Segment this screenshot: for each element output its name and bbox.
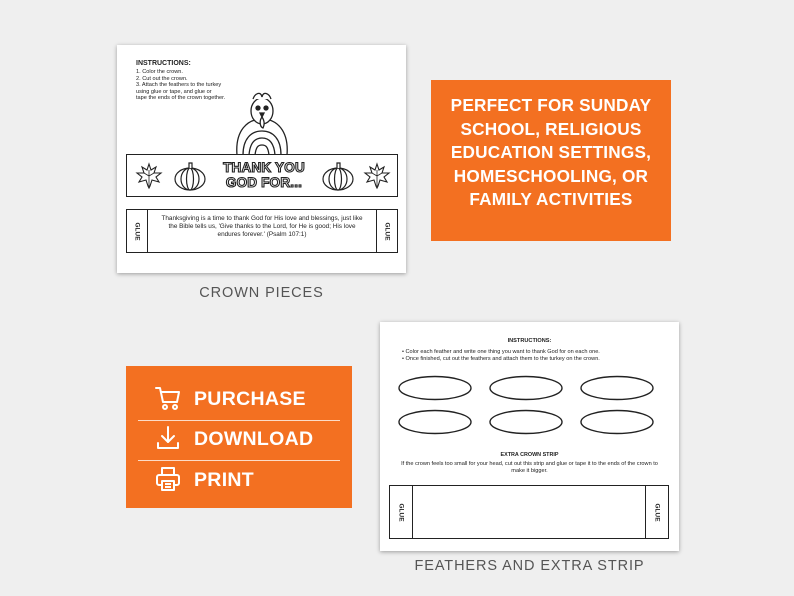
extra-strip-description: If the crown feels too small for your head, cut out this strip and glue or tape it to the ends of the crown to make it bigger.: [401, 461, 658, 474]
crown-band: [126, 154, 398, 197]
instruction-item: tape the ends of the crown together.: [136, 95, 226, 102]
promo-line: HOMESCHOOLING, OR: [453, 165, 649, 186]
feathers-preview: [380, 322, 679, 551]
purchase-action: [126, 378, 352, 418]
crown-pieces-caption: CROWN PIECES: [199, 285, 324, 301]
promo-line: EDUCATION SETTINGS,: [450, 142, 652, 162]
feather-oval: [490, 411, 562, 434]
promo-text: [431, 94, 671, 212]
instruction-item: 1. Color the crown.: [136, 69, 183, 75]
crown-pieces-preview: [117, 45, 406, 273]
extra-strip-title: EXTRA CROWN STRIP: [500, 452, 559, 458]
feathers-caption: FEATHERS AND EXTRA STRIP: [414, 558, 645, 574]
feather-ovals: [380, 372, 679, 438]
pumpkin-icon: [173, 161, 207, 191]
instructions-list: [402, 349, 600, 363]
instruction-item: • Once finished, cut out the feathers and attach them to the turkey on the crown.: [402, 356, 600, 362]
instructions-list: [136, 69, 225, 102]
crown-title-line: THANK YOU: [223, 160, 305, 175]
promo-banner: [431, 80, 671, 241]
promo-line: PERFECT FOR SUNDAY: [450, 95, 652, 115]
glue-tab-left: GLUE: [127, 210, 148, 252]
glue-tab-right: GLUE: [376, 210, 397, 252]
turkey-illustration: [229, 91, 295, 157]
actions-panel: [126, 366, 352, 508]
feather-oval: [490, 377, 562, 400]
purchase-label: PURCHASE: [194, 388, 306, 410]
instruction-item: • Color each feather and write one thing you want to thank God for on each one.: [402, 349, 600, 355]
download-label: DOWNLOAD: [194, 428, 314, 450]
instruction-item: 2. Cut out the crown.: [136, 75, 188, 82]
instruction-item: 3. Attach the feathers to the turkey: [136, 82, 222, 89]
instructions-title: INSTRUCTIONS:: [136, 60, 191, 67]
feather-oval: [581, 377, 653, 400]
glue-tab-left: GLUE: [390, 486, 413, 538]
print-action: [126, 459, 352, 499]
feather-oval: [399, 377, 471, 400]
download-action: [126, 418, 352, 458]
maple-leaf-icon: [135, 162, 163, 190]
print-label: PRINT: [194, 469, 254, 491]
crown-title-line: GOD FOR...: [225, 175, 303, 190]
maple-leaf-icon: [363, 162, 391, 190]
download-icon: [154, 424, 182, 452]
bible-verse: Thanksgiving is a time to thank God for His love and blessings, just like the Bible tells us, 'Give thanks to the Lord, for He is good; His love endures forever.' (Psalm 107:1): [161, 215, 363, 239]
feather-oval: [399, 411, 471, 434]
promo-line: FAMILY ACTIVITIES: [469, 189, 633, 209]
extra-crown-strip: [389, 485, 669, 539]
verse-strip: [126, 209, 398, 253]
cart-icon: [154, 384, 182, 412]
printer-icon: [154, 465, 182, 493]
feather-oval: [581, 411, 653, 434]
instructions-title: INSTRUCTIONS:: [507, 338, 552, 344]
glue-tab-right: GLUE: [645, 486, 668, 538]
crown-title: [223, 160, 305, 190]
pumpkin-icon: [321, 161, 355, 191]
instruction-item: using glue or tape, and glue or: [136, 88, 212, 95]
promo-line: SCHOOL, RELIGIOUS: [460, 118, 642, 139]
